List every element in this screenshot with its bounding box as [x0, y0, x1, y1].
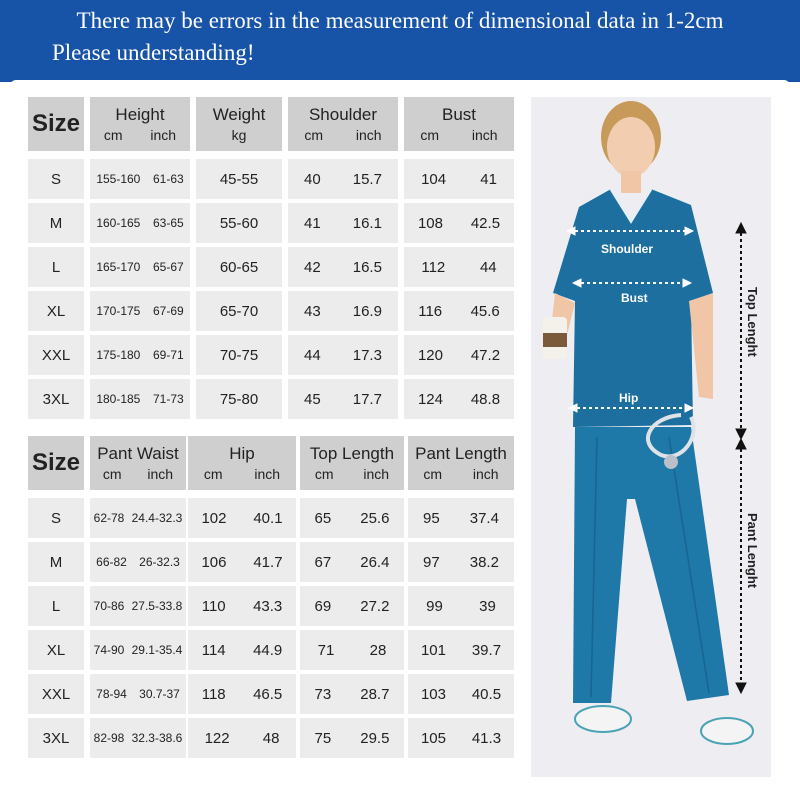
- inch-value: 63-65: [152, 216, 184, 230]
- cm-value: 114: [201, 641, 226, 659]
- table-cell: [188, 630, 296, 670]
- cm-value: 65: [314, 509, 332, 527]
- inch-value: 26-32.3: [139, 555, 180, 569]
- cm-value: 170-175: [96, 304, 141, 318]
- table-cell: [408, 630, 514, 670]
- value-pair: [90, 216, 190, 230]
- value-pair: [188, 598, 296, 615]
- table-cell: [300, 674, 404, 714]
- size-value: S: [50, 170, 61, 188]
- size-cell: [28, 498, 84, 538]
- table-cell: [300, 542, 404, 582]
- table-cell: [188, 718, 296, 758]
- table-cell: [90, 630, 186, 670]
- unit-label: inch: [147, 466, 174, 482]
- table-cell: [188, 498, 296, 538]
- column-header-title: Hip: [229, 444, 255, 463]
- table-cell: [300, 630, 404, 670]
- table-cell: [90, 379, 190, 419]
- table-cell: [196, 379, 282, 419]
- unit-label: cm: [420, 127, 440, 143]
- value: 45-55: [219, 170, 259, 188]
- table-cell: [408, 718, 514, 758]
- cm-value: 180-185: [96, 392, 141, 406]
- value-pair: [90, 172, 190, 186]
- inch-value: 38.2: [469, 553, 499, 571]
- column-header: [90, 436, 186, 490]
- value-pair: [188, 510, 296, 527]
- cm-value: 99: [426, 597, 443, 615]
- table-cell: [404, 335, 514, 375]
- cm-value: 101: [420, 641, 446, 659]
- cm-value: 62-78: [93, 511, 125, 525]
- value-pair: [404, 215, 514, 232]
- unit-label: cm: [314, 466, 334, 482]
- unit-label: inch: [254, 466, 281, 482]
- unit-label: cm: [103, 127, 123, 143]
- table-cell: [404, 247, 514, 287]
- cm-value: 108: [417, 214, 443, 232]
- value-pair: [408, 730, 514, 747]
- value-pair: [288, 303, 398, 320]
- column-header-units: [90, 127, 190, 143]
- inch-value: 37.4: [469, 509, 499, 527]
- cm-value: 73: [314, 685, 332, 703]
- table-cell: [90, 291, 190, 331]
- inch-value: 65-67: [152, 260, 184, 274]
- value-pair: [90, 260, 190, 274]
- size-cell: [28, 542, 84, 582]
- cm-value: 66-82: [96, 555, 127, 569]
- table-cell: [90, 203, 190, 243]
- neck-shape: [621, 171, 641, 193]
- cm-value: 122: [204, 729, 230, 747]
- size-value: XL: [46, 302, 66, 320]
- value: 70-75: [219, 346, 259, 364]
- column-header-title: Top Length: [309, 444, 395, 463]
- cm-value: 69: [314, 597, 332, 615]
- cm-value: 97: [423, 553, 440, 571]
- value-pair: [90, 687, 186, 701]
- inch-value: 26.4: [360, 553, 390, 571]
- face-shape: [607, 117, 655, 177]
- value-pair: [90, 643, 186, 657]
- size-cell: [28, 718, 84, 758]
- cm-value: 120: [417, 346, 443, 364]
- column-header: [288, 97, 398, 151]
- table-cell: [404, 291, 514, 331]
- value-pair: [408, 554, 514, 571]
- value: 65-70: [219, 302, 259, 320]
- value-pair: [404, 391, 514, 408]
- table-cell: [196, 247, 282, 287]
- unit-label: cm: [423, 466, 443, 482]
- banner-notice-line1: There may be errors in the measurement of dimensional data in 1-2cm: [76, 8, 724, 33]
- inch-value: 17.3: [352, 346, 382, 364]
- table-cell: [196, 203, 282, 243]
- column-header: [408, 436, 514, 490]
- inch-value: 39.7: [471, 641, 502, 659]
- size-cell: [28, 674, 84, 714]
- inch-value: 29.5: [360, 729, 390, 747]
- cm-value: 41: [304, 214, 321, 232]
- table-cell: [408, 586, 514, 626]
- column-header-units: [90, 466, 186, 482]
- cm-value: 116: [418, 302, 443, 320]
- inch-value: 45.6: [470, 302, 500, 320]
- table-cell: [288, 335, 398, 375]
- top-length-label: Top Lenght: [745, 287, 760, 357]
- column-header-units: [408, 466, 514, 482]
- value-pair: [408, 598, 514, 615]
- right-arm: [689, 293, 713, 399]
- column-header-title: Bust: [441, 105, 477, 124]
- value-pair: [408, 510, 514, 527]
- inch-value: 15.7: [352, 170, 382, 188]
- unit-label: inch: [471, 127, 498, 143]
- value-pair: [300, 730, 404, 747]
- unit-label: cm: [203, 466, 223, 482]
- inch-value: 41.7: [253, 553, 283, 571]
- cm-value: 74-90: [93, 643, 125, 657]
- unit-label: inch: [472, 466, 499, 482]
- shoulder-label: Shoulder: [601, 242, 654, 256]
- cm-value: 106: [201, 553, 227, 571]
- inch-value: 48: [262, 729, 280, 747]
- inch-value: 47.2: [470, 346, 501, 364]
- value-pair: [300, 686, 404, 703]
- cm-value: 40: [304, 170, 321, 188]
- cm-value: 45: [304, 390, 321, 408]
- right-shoe: [701, 718, 753, 744]
- size-cell: [28, 379, 84, 419]
- value-pair: [188, 686, 296, 703]
- size-value: M: [49, 553, 63, 571]
- left-shoe: [575, 706, 631, 732]
- inch-value: 29.1-35.4: [131, 643, 183, 657]
- table-cell: [288, 159, 398, 199]
- column-header-title: Height: [115, 105, 165, 124]
- size-value: 3XL: [42, 729, 70, 747]
- column-header: [404, 97, 514, 151]
- value-pair: [404, 347, 514, 364]
- cm-value: 118: [201, 685, 226, 703]
- table-cell: [300, 498, 404, 538]
- inch-value: 71-73: [152, 392, 184, 406]
- table-cell: [288, 247, 398, 287]
- inch-value: 16.9: [352, 302, 382, 320]
- value-pair: [288, 171, 398, 188]
- value-pair: [300, 554, 404, 571]
- cm-value: 43: [304, 302, 321, 320]
- table-cell: [90, 159, 190, 199]
- size-cell: [28, 291, 84, 331]
- value: 55-60: [219, 214, 259, 232]
- value-pair: [288, 347, 398, 364]
- inch-value: 17.7: [352, 390, 382, 408]
- cm-value: 82-98: [93, 731, 125, 745]
- column-header-title: Pant Length: [415, 444, 507, 463]
- table-cell: [300, 718, 404, 758]
- value: 75-80: [219, 390, 259, 408]
- value-pair: [90, 348, 190, 362]
- table-cell: [408, 674, 514, 714]
- cm-value: 95: [423, 509, 440, 527]
- table-cell: [90, 586, 186, 626]
- inch-value: 42.5: [470, 214, 501, 232]
- table-cell: [90, 498, 186, 538]
- value-pair: [90, 555, 186, 569]
- inch-value: 28: [369, 641, 387, 659]
- value-pair: [90, 731, 186, 745]
- unit-label: inch: [355, 127, 382, 143]
- table-cell: [300, 586, 404, 626]
- banner-notice-line2: Please understanding!: [52, 40, 255, 65]
- inch-value: 32.3-38.6: [131, 731, 183, 745]
- inch-value: 28.7: [360, 685, 390, 703]
- table-cell: [408, 498, 514, 538]
- value-pair: [408, 642, 514, 659]
- cm-value: 78-94: [96, 687, 127, 701]
- value-pair: [300, 510, 404, 527]
- cm-value: 165-170: [96, 260, 141, 274]
- inch-value: 67-69: [152, 304, 184, 318]
- table-cell: [188, 674, 296, 714]
- size-cell: [28, 203, 84, 243]
- value-pair: [288, 391, 398, 408]
- inch-value: 27.2: [360, 597, 390, 615]
- bust-label: Bust: [621, 291, 648, 305]
- value-pair: [404, 171, 514, 188]
- column-header-title: Shoulder: [308, 105, 378, 124]
- size-cell: [28, 247, 84, 287]
- table-cell: [90, 718, 186, 758]
- inch-value: 30.7-37: [139, 687, 180, 701]
- table-cell: [196, 159, 282, 199]
- cm-value: 155-160: [96, 172, 141, 186]
- column-header: [300, 436, 404, 490]
- cm-value: 71: [317, 641, 335, 659]
- size-value: L: [51, 597, 61, 615]
- value-pair: [288, 215, 398, 232]
- inch-value: 44: [479, 258, 497, 276]
- table-cell: [288, 291, 398, 331]
- value-pair: [408, 686, 514, 703]
- table-cell: [288, 203, 398, 243]
- cm-value: 124: [417, 390, 443, 408]
- table-cell: [196, 291, 282, 331]
- unit-label: inch: [363, 466, 390, 482]
- pant-length-label: Pant Lenght: [745, 513, 760, 589]
- column-header-title: Weight: [212, 105, 266, 124]
- cm-value: 75: [314, 729, 332, 747]
- value-pair: [300, 642, 404, 659]
- cm-value: 102: [201, 509, 227, 527]
- inch-value: 16.5: [352, 258, 382, 276]
- value-pair: [90, 511, 186, 525]
- table-cell: [404, 203, 514, 243]
- size-header-text: Size: [31, 449, 81, 476]
- column-header: [196, 97, 282, 151]
- column-header-units: [188, 466, 296, 482]
- cm-value: 42: [304, 258, 321, 276]
- cm-value: 175-180: [96, 348, 141, 362]
- inch-value: 16.1: [352, 214, 382, 232]
- column-header-title: Pant Waist: [97, 444, 179, 463]
- inch-value: 43.3: [253, 597, 283, 615]
- value-pair: [90, 599, 186, 613]
- size-cell: [28, 586, 84, 626]
- value: 60-65: [219, 258, 259, 276]
- value-pair: [90, 304, 190, 318]
- model-photo: [531, 97, 771, 777]
- cm-value: 160-165: [96, 216, 141, 230]
- inch-value: 25.6: [360, 509, 390, 527]
- value-pair: [188, 642, 296, 659]
- cm-value: 104: [421, 170, 447, 188]
- size-cell: [28, 159, 84, 199]
- size-column-header: [28, 97, 84, 151]
- table-cell: [90, 335, 190, 375]
- inch-value: 27.5-33.8: [131, 599, 183, 613]
- cm-value: 70-86: [93, 599, 125, 613]
- size-value: XL: [46, 641, 66, 659]
- table-cell: [404, 159, 514, 199]
- column-header-units: [404, 127, 514, 143]
- cm-value: 110: [201, 597, 226, 615]
- table-cell: [288, 379, 398, 419]
- inch-value: 41.3: [471, 729, 502, 747]
- inch-value: 41: [480, 170, 497, 188]
- inch-value: 48.8: [470, 390, 501, 408]
- value-pair: [188, 554, 296, 571]
- column-header: [188, 436, 296, 490]
- inch-value: 40.5: [471, 685, 502, 703]
- model-illustration: [531, 97, 771, 777]
- size-value: XXL: [41, 685, 71, 703]
- value-pair: [404, 303, 514, 320]
- cm-value: 103: [420, 685, 446, 703]
- table-cell: [90, 674, 186, 714]
- size-value: XXL: [41, 346, 71, 364]
- unit-label: kg: [231, 127, 247, 143]
- unit-label: cm: [304, 127, 324, 143]
- unit-label: cm: [102, 466, 122, 482]
- value-pair: [188, 730, 296, 747]
- size-cell: [28, 630, 84, 670]
- table-cell: [188, 542, 296, 582]
- cm-value: 44: [304, 346, 321, 364]
- value-pair: [288, 259, 398, 276]
- cm-value: 67: [314, 553, 332, 571]
- table-cell: [404, 379, 514, 419]
- size-value: M: [49, 214, 63, 232]
- inch-value: 24.4-32.3: [131, 511, 183, 525]
- value-pair: [404, 259, 514, 276]
- value-pair: [90, 392, 190, 406]
- cm-value: 105: [420, 729, 446, 747]
- value-pair: [300, 598, 404, 615]
- inch-value: 39: [479, 597, 496, 615]
- column-header: [90, 97, 190, 151]
- inch-value: 69-71: [152, 348, 184, 362]
- table-cell: [188, 586, 296, 626]
- cm-value: 112: [421, 258, 446, 276]
- size-value: S: [50, 509, 61, 527]
- column-header-units: [288, 127, 398, 143]
- hip-label: Hip: [619, 391, 639, 405]
- size-value: 3XL: [42, 390, 70, 408]
- size-column-header: [28, 436, 84, 490]
- column-header-units: [300, 466, 404, 482]
- table-cell: [90, 247, 190, 287]
- inch-value: 40.1: [253, 509, 283, 527]
- table-cell: [408, 542, 514, 582]
- coffee-cup-sleeve: [543, 333, 567, 347]
- inch-value: 46.5: [253, 685, 283, 703]
- table-cell: [196, 335, 282, 375]
- inch-value: 44.9: [253, 641, 283, 659]
- inch-value: 61-63: [152, 172, 184, 186]
- size-header-text: Size: [31, 110, 81, 137]
- size-cell: [28, 335, 84, 375]
- unit-label: inch: [150, 127, 177, 143]
- column-header-units: [196, 127, 282, 143]
- table-cell: [90, 542, 186, 582]
- size-value: L: [51, 258, 61, 276]
